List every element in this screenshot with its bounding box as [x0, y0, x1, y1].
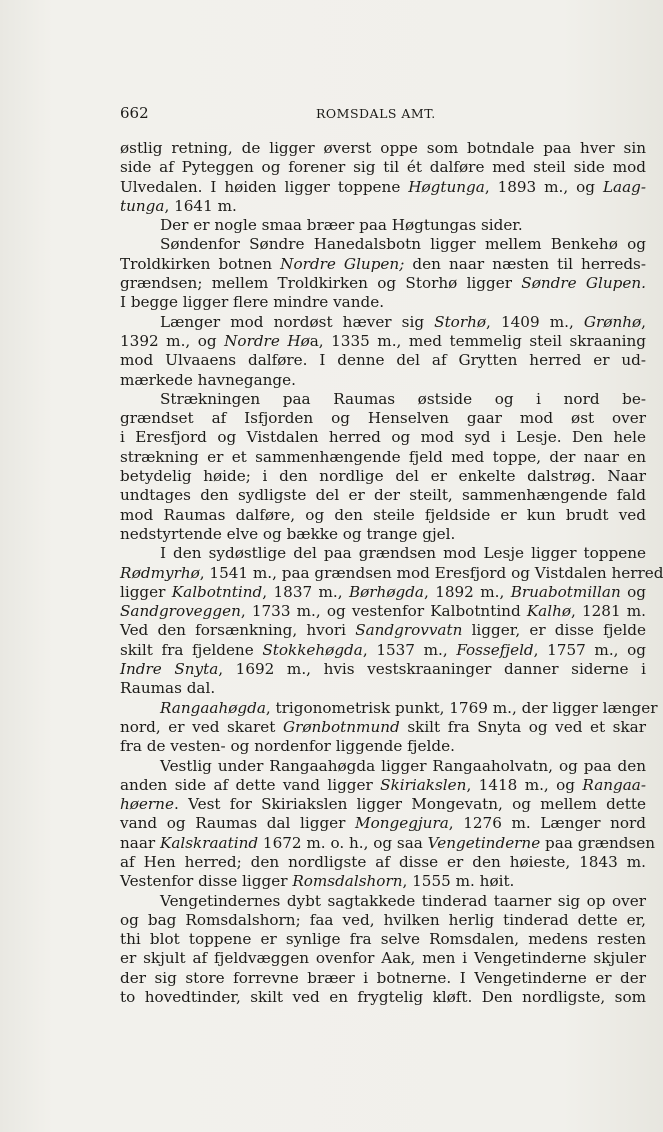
text-line: nord, er ved skaret Grønbotnmund skilt fra Snyta og ved et skar — [120, 717, 646, 736]
text-line: Rødmyrhø, 1541 m., paa grændsen mod Eresfjord og Vistdalen herred — [120, 563, 663, 582]
text-line: I den sydøstlige del paa grændsen mod Lesje ligger toppene — [160, 544, 646, 563]
text-line: er skjult af fjeldvæggen ovenfor Aak, men i Vengetinderne skjuler — [120, 949, 646, 968]
text-line: Vestlig under Rangaahøgda ligger Rangaaholvatn, og paa den — [160, 756, 646, 775]
text-line: 1392 m., og Nordre Høa, 1335 m., med temmelig steil skraaning — [120, 331, 646, 350]
text-line: mærkede havnegange. — [120, 370, 296, 389]
text-line: og bag Romsdalshorn; faa ved, hvilken herlig tinderad dette er, — [120, 910, 646, 929]
text-line: Raumas dal. — [120, 679, 216, 698]
text-line: grændsen; mellem Troldkirken og Storhø ligger Søndre Glupen. — [120, 274, 646, 293]
text-line: to hovedtinder, skilt ved en frygtelig kløft. Den nordligste, som — [120, 988, 646, 1007]
text-line: ligger Kalbotntind, 1837 m., Børhøgda, 1892 m., Bruabotmillan og — [120, 582, 646, 601]
text-line: i Eresfjord og Vistdalen herred og mod syd i Lesje. Den hele — [120, 428, 646, 447]
text-line: Der er nogle smaa bræer paa Høgtungas sider. — [160, 216, 523, 235]
text-line: nedstyrtende elve og bække og trange gjel. — [120, 524, 456, 543]
text-line: skilt fra fjeldene Stokkehøgda, 1537 m., Fossefjeld, 1757 m., og — [120, 640, 646, 659]
text-line: anden side af dette vand ligger Skiriakslen, 1418 m., og Rangaa- — [120, 775, 646, 794]
text-line: østlig retning, de ligger øverst oppe som botndale paa hver sin — [120, 139, 646, 157]
text-line: thi blot toppene er synlige fra selve Romsdalen, medens resten — [120, 930, 646, 949]
text-line: I begge ligger flere mindre vande. — [120, 293, 385, 312]
text-line: mod Raumas dalføre, og den steile fjeldside er kun brudt ved — [120, 505, 646, 524]
text-line: mod Ulvaaens dalføre. I denne del af Grytten herred er ud- — [120, 351, 646, 370]
text-line: høerne. Vest for Skiriakslen ligger Mongevatn, og mellem dette — [120, 795, 646, 814]
running-title: ROMSDALS AMT. — [316, 106, 436, 121]
text-line: Ulvedalen. I høiden ligger toppene Høgtunga, 1893 m., og Laag- — [120, 177, 646, 196]
text-line: side af Pyteggen og forener sig til ét dalføre med steil side mod — [120, 158, 646, 177]
text-line: af Hen herred; den nordligste af disse er den høieste, 1843 m. — [120, 852, 646, 871]
text-line: tunga, 1641 m. — [120, 196, 237, 215]
text-line: betydelig høide; i den nordlige del er enkelte dalstrøg. Naar — [120, 467, 646, 486]
text-line: undtages den sydligste del er der steilt, sammenhængende fald — [120, 486, 646, 505]
text-line: Troldkirken botnen Nordre Glupen; den naar næsten til herreds- — [120, 254, 646, 273]
text-line: Længer mod nordøst hæver sig Storhø, 1409 m., Grønhø, — [160, 312, 646, 331]
text-line: Søndenfor Søndre Hanedalsbotn ligger mellem Benkehø og — [160, 235, 646, 254]
text-line: strækning er et sammenhængende fjeld med toppe, der naar en — [120, 447, 646, 466]
text-line: Indre Snyta, 1692 m., hvis vestskraaninger danner siderne i — [120, 660, 646, 679]
text-line: grændset af Isfjorden og Henselven gaar mod øst over — [120, 409, 646, 428]
body-text — [120, 139, 663, 1007]
page-number: 662 — [120, 104, 149, 122]
text-line: Vestenfor disse ligger Romsdalshorn, 1555 m. høit. — [120, 872, 515, 891]
text-line: naar Kalskraatind 1672 m. o. h., og saa Vengetinderne paa grændsen — [120, 833, 656, 852]
text-line: Ved den forsænkning, hvori Sandgrovvatn ligger, er disse fjelde — [120, 621, 646, 640]
text-line: Vengetindernes dybt sagtakkede tinderad taarner sig op over — [160, 891, 646, 910]
text-line: fra de vesten- og nordenfor liggende fjelde. — [120, 737, 455, 756]
text-line: vand og Raumas dal ligger Mongegjura, 1276 m. Længer nord — [120, 814, 646, 833]
text-line: Sandgroveggen, 1733 m., og vestenfor Kalbotntind Kalhø, 1281 m. — [120, 602, 646, 621]
text-line: Strækningen paa Raumas østside og i nord be- — [160, 389, 646, 408]
text-line: der sig store forrevne bræer i botnerne. I Vengetinderne er der — [120, 968, 646, 987]
page-header — [120, 104, 644, 126]
text-line: Rangaahøgda, trigonometrisk punkt, 1769 m., der ligger længer — [160, 698, 658, 717]
